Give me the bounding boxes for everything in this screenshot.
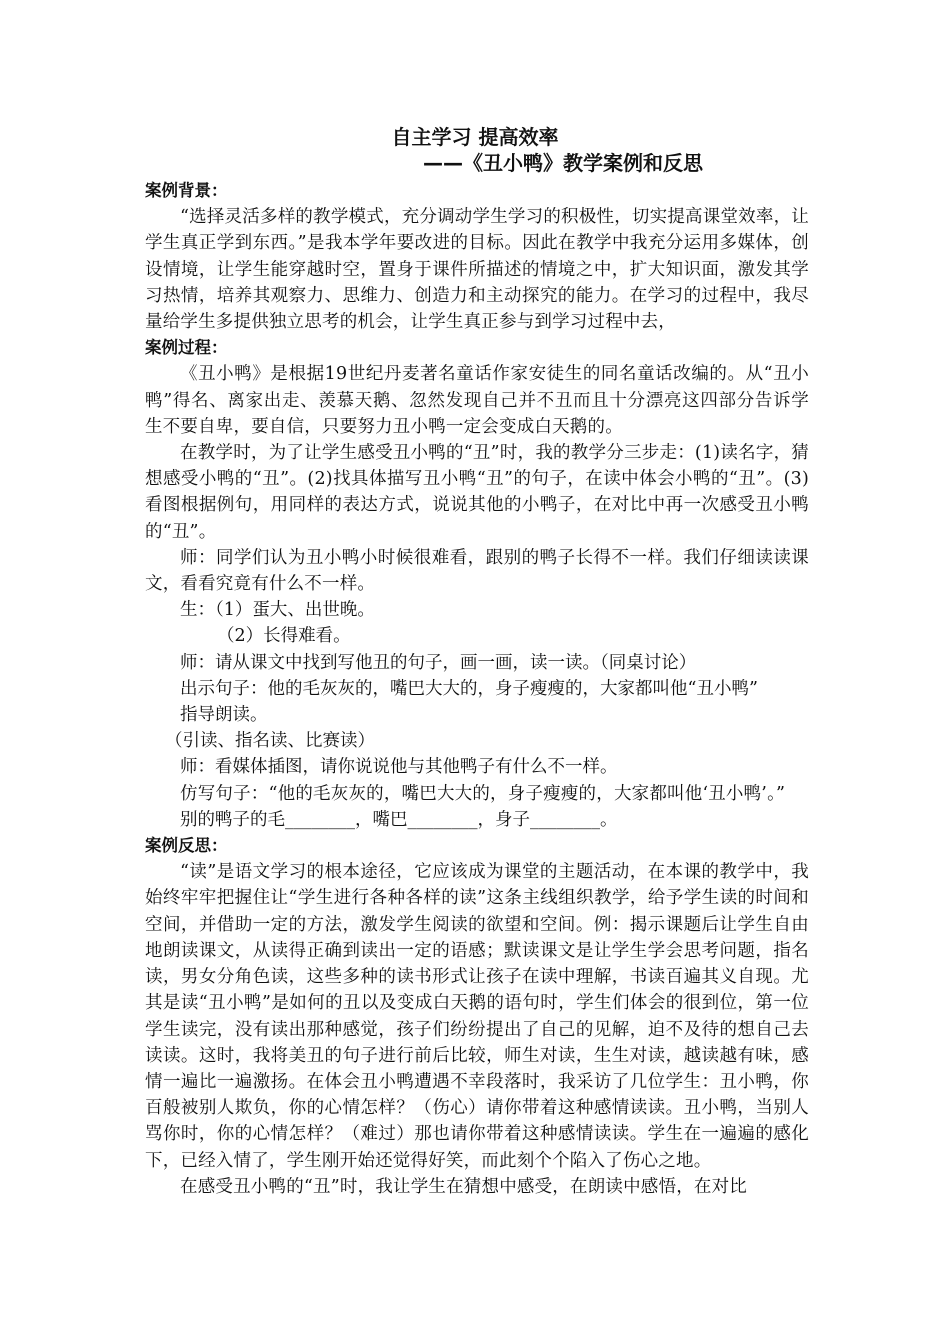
process-paragraph-intro: 《丑小鸭》是根据19世纪丹麦著名童话作家安徒生的同名童话改编的。从“丑小鸭”得名、离家出走、羡慕天鹅、忽然发现自己并不丑而且十分漂亮这四部分告诉学生不要自卑，要自信，只要努力丑小鸭一定会变成白天鹅的。: [145, 364, 809, 437]
reading-modes: （引读、指名读、比赛读）: [165, 731, 375, 752]
page-title: 自主学习 提高效率: [391, 125, 559, 149]
imitation-sentence: 仿写句子：“他的毛灰灰的，嘴巴大大的，身子瘦瘦的，大家都叫他‘丑小鸭’。”: [180, 783, 786, 804]
teacher-question-2: 师：请从课文中找到写他丑的句子，画一画，读一读。（同桌讨论）: [180, 652, 697, 673]
background-paragraph: “选择灵活多样的教学模式，充分调动学生学习的积极性，切实提高课堂效率，让学生真正学到东西。”是我本学年要改进的目标。因此在教学中我充分运用多媒体，创设情境，让学生能穿越时空，置身于课件所描述的情境之中，扩大知识面，激发其学习热情，培养其观察力、思维力、创造力和主动探究的能力。在学习的过程中，我尽量给学生多提供独立思考的机会，让学生真正参与到学习过程中去，: [145, 207, 809, 333]
reflection-paragraph-2: 在感受丑小鸭的“丑”时，我让学生在猜想中感受，在朗读中感悟，在对比: [180, 1176, 747, 1197]
reflection-paragraph-1: “读”是语文学习的根本途径，它应该成为课堂的主题活动，在本课的教学中，我始终牢牢把握住让“学生进行各种各样的读”这条主线组织教学，给予学生读的时间和空间，并借助一定的方法，激发学生阅读的欲望和空间。例：揭示课题后让学生自由地朗读课文，从读得正确到读出一定的语感；默读课文是让学生学会思考问题，指名读，男女分角色读，这些多种的读书形式让孩子在读中理解，书读百遍其义自现。尤其是读“丑小鸭”是如何的丑以及变成白天鹅的语句时，学生们体会的很到位，第一位学生读完，没有读出那种感觉，孩子们纷纷提出了自己的见解，迫不及待的想自己去读读。这时，我将美丑的句子进行前后比较，师生对读，生生对读，越读越有味，感情一遍比一遍激扬。在体会丑小鸭遭遇不幸段落时，我采访了几位学生：丑小鸭，你百般被别人欺负，你的心情怎样？（伤心）请你带着这种感情读读。丑小鸭，当别人骂你时，你的心情怎样？（难过）那也请你带着这种感情读读。学生在一遍遍的感化下，已经入情了，学生刚开始还觉得好笑，而此刻个个陷入了伤心之地。: [145, 862, 809, 1171]
page-subtitle: ——《丑小鸭》教学案例和反思: [423, 151, 703, 175]
teacher-question-1: 师：同学们认为丑小鸭小时候很难看，跟别的鸭子长得不一样。我们仔细读读课文，看看究竟有什么不一样。: [145, 547, 809, 595]
section-heading-reflection: 案例反思：: [145, 836, 228, 856]
document-body: [145, 178, 809, 1200]
section-heading-process: 案例过程：: [145, 338, 228, 358]
teacher-question-3: 师：看媒体插图，请你说说他与其他鸭子有什么不一样。: [180, 757, 618, 778]
section-heading-background: 案例背景：: [145, 181, 228, 200]
student-answer-2: （2）长得难看。: [217, 626, 351, 647]
student-answer-1: 生：（1）蛋大、出世晚。: [180, 600, 375, 621]
fill-in-blank-exercise: 别的鸭子的毛________，嘴巴________，身子________。: [180, 809, 618, 830]
process-paragraph-steps: 在教学时，为了让学生感受丑小鸭的“丑”时，我的教学分三步走：(1)读名字，猜想感受小鸭的“丑”。(2)找具体描写丑小鸭“丑”的句子，在读中体会小鸭的“丑”。(3)看图根据例句，用同样的表达方式，说说其他的小鸭子，在对比中再一次感受丑小鸭的“丑”。: [145, 443, 809, 542]
shown-sentence: 出示句子：他的毛灰灰的，嘴巴大大的，身子瘦瘦的，大家都叫他“丑小鸭”: [180, 678, 758, 699]
guided-reading: 指导朗读。: [180, 705, 268, 726]
